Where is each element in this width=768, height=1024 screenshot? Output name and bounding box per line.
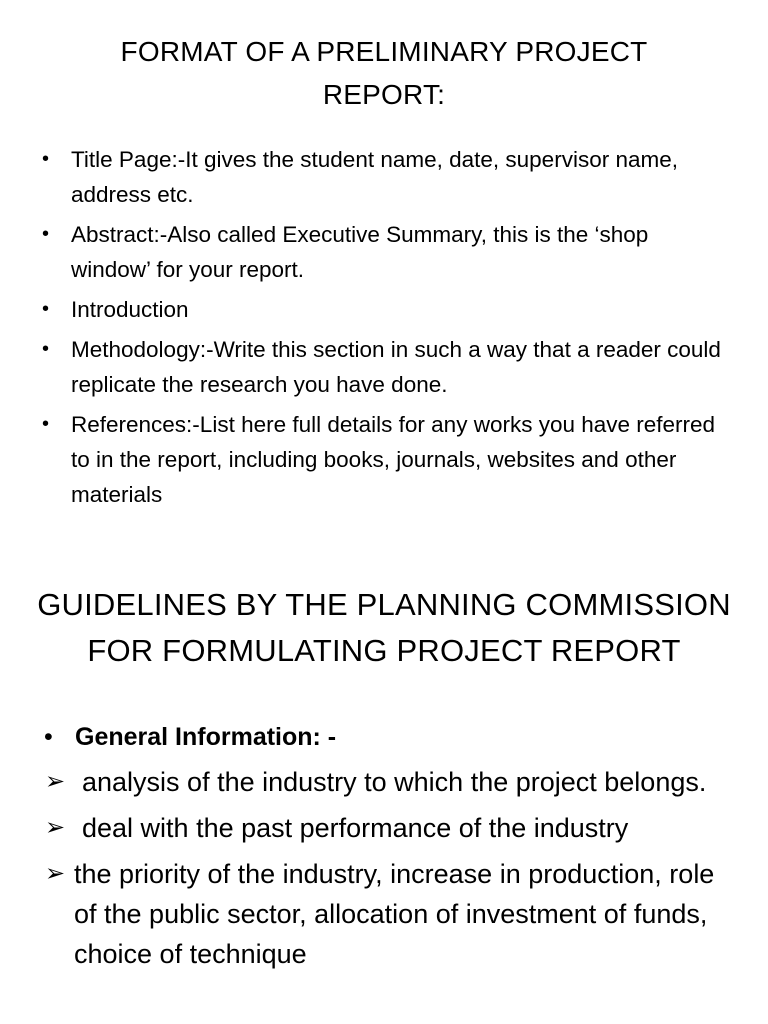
list-item-text: analysis of the industry to which the project belongs. xyxy=(82,767,707,797)
section-heading: General Information: - xyxy=(75,723,337,751)
bullet-icon: • xyxy=(42,148,50,170)
bullet-list xyxy=(42,142,732,517)
list-item-text: deal with the past performance of the industry xyxy=(82,813,629,843)
list-item xyxy=(44,808,744,848)
list-item xyxy=(42,292,732,327)
list-item-text: References:-List here full details for any works you have referred to in the report, including books, journals, websites and other materials xyxy=(71,412,716,507)
slide-title: GUIDELINES BY THE PLANNING COMMISSION FOR FORMULATING PROJECT REPORT xyxy=(37,587,731,668)
arrow-bullet-icon: ➢ xyxy=(45,768,66,795)
arrow-bullet-icon: ➢ xyxy=(45,814,66,841)
slide-preliminary-report-format xyxy=(0,30,768,507)
list-item-text: Methodology:-Write this section in such a way that a reader could replicate the research you have done. xyxy=(71,337,721,397)
list-item xyxy=(44,762,744,802)
slide-title: FORMAT OF A PRELIMINARY PROJECT REPORT: xyxy=(120,36,648,110)
bullet-icon: • xyxy=(44,723,53,751)
bullet-icon: • xyxy=(42,223,50,245)
list-item xyxy=(42,142,732,212)
list-item xyxy=(44,854,744,974)
list-item xyxy=(42,332,732,402)
slide-content xyxy=(44,719,744,974)
list-item xyxy=(42,407,732,512)
bullet-icon: • xyxy=(42,298,50,320)
bullet-icon: • xyxy=(42,413,50,435)
list-item-text: Introduction xyxy=(71,297,189,322)
arrow-bullet-icon: ➢ xyxy=(45,860,66,887)
list-item-text: Title Page:-It gives the student name, date, supervisor name, address etc. xyxy=(71,147,678,207)
slide-planning-commission-guidelines xyxy=(0,582,768,969)
bullet-icon: • xyxy=(42,338,50,360)
list-item xyxy=(42,217,732,287)
list-item-text: Abstract:-Also called Executive Summary, this is the ‘shop window’ for your report. xyxy=(71,222,649,282)
list-item-text: the priority of the industry, increase in production, role of the public sector, allocation of investment of funds, choice of technique xyxy=(74,859,715,969)
list-item xyxy=(44,719,744,756)
arrow-list xyxy=(44,762,744,974)
